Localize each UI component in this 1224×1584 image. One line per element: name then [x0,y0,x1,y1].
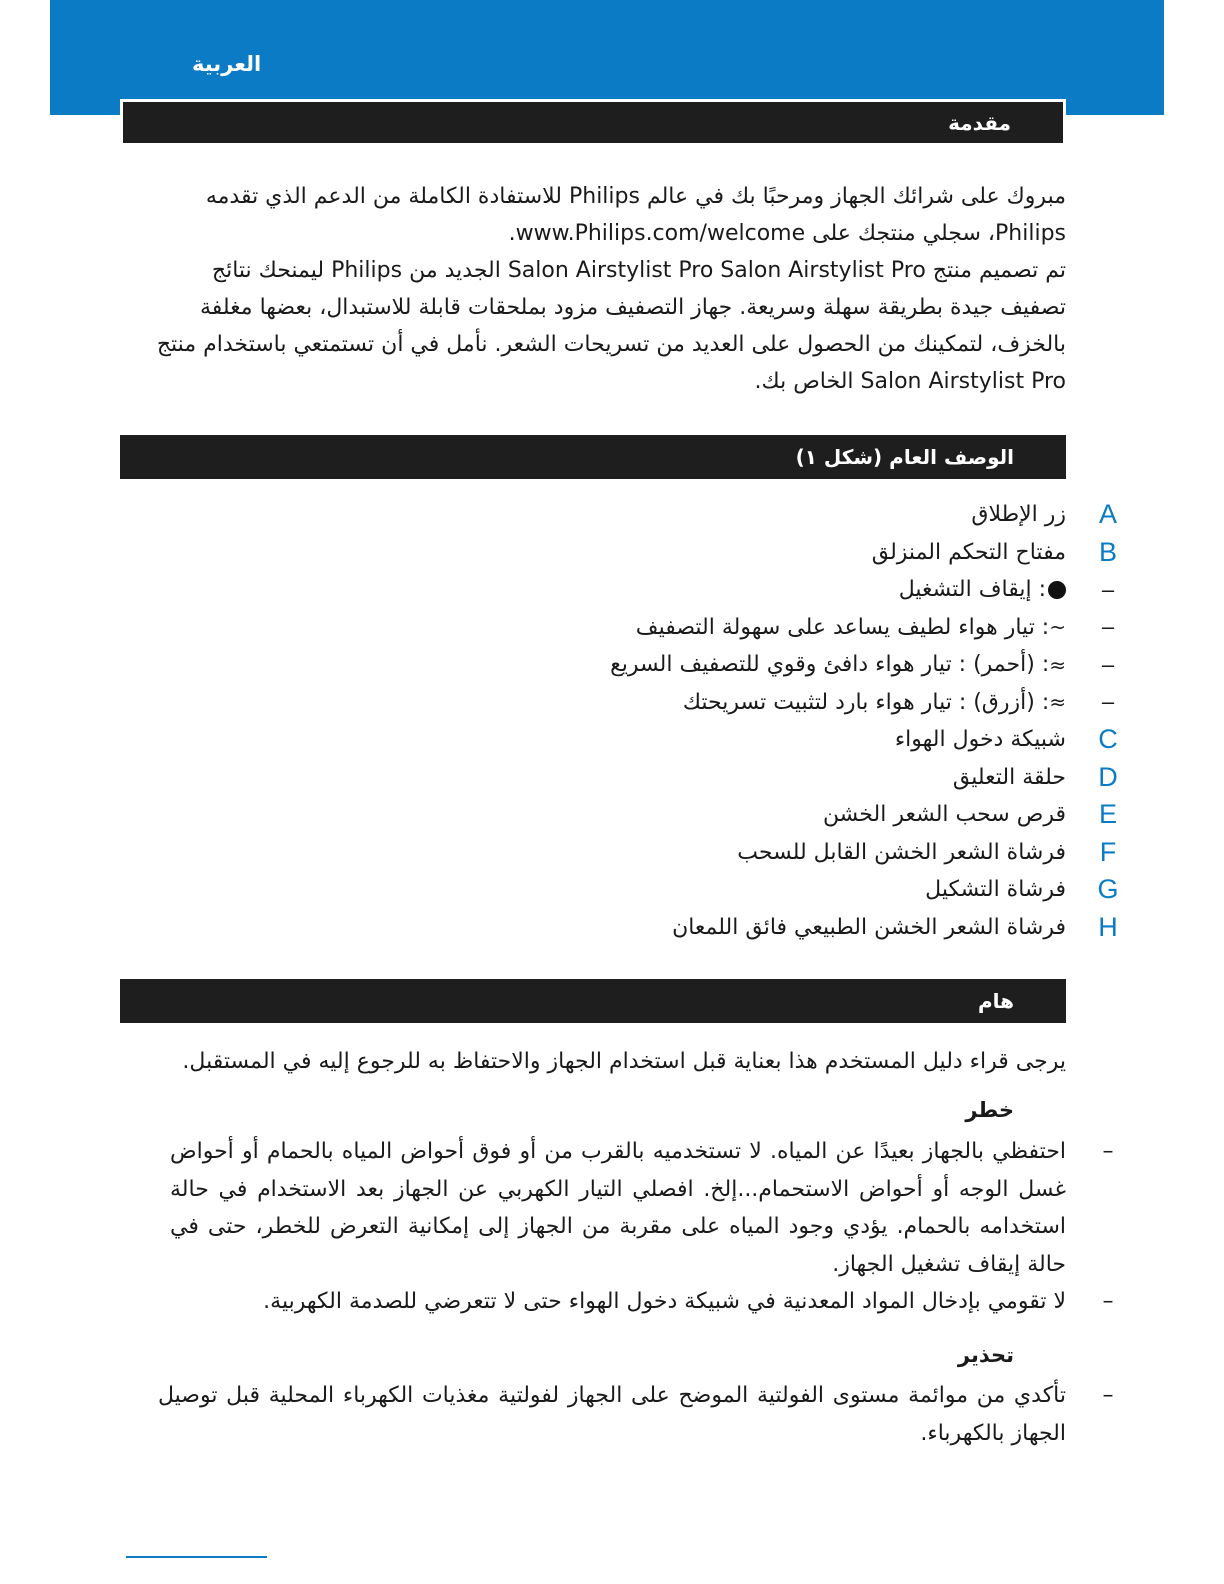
part-item [286,721,1118,759]
part-label: زر الإطلاق [971,502,1066,528]
section-bar-important [120,979,1066,1023]
warm-airflow-icon: ≈ [1049,652,1066,677]
intro-line: بالخزف، لتمكينك من الحصول على العديد من تسريحات الشعر. نأمل في أن تستمتعي باستخدام منتج [156,332,1066,357]
part-label: : (أحمر) : تيار هواء دافئ وقوي للتصفيف السريع [610,652,1050,678]
part-letter: B [1098,536,1117,567]
part-letter: H [1098,911,1118,942]
part-dash: – [1101,614,1115,640]
part-letter: G [1097,874,1119,905]
bullet-dash: – [1102,1383,1114,1408]
intro-line: تم تصميم منتج Salon Airstylist Pro Salon Airstylist Pro الجديد من Philips ليمنحك نتائج [211,258,1066,283]
part-item [286,534,1117,572]
part-label: قرص سحب الشعر الخشن [822,802,1066,828]
part-label: : تيار هواء لطيف يساعد على سهولة التصفيف [635,614,1050,640]
part-item [286,834,1117,872]
part-item [286,496,1117,534]
section-title-important: هام [977,989,1014,1013]
warning-heading: تحذير [957,1343,1014,1367]
part-letter: A [1098,499,1117,530]
part-subitem [286,646,1115,684]
danger-heading: خطر [965,1098,1014,1122]
danger-item-text: لا تقومي بإدخال المواد المعدنية في شبيكة دخول الهواء حتى لا تتعرضي للصدمة الكهربية. [263,1289,1066,1314]
section-title-general-description: الوصف العام (شكل ١) [795,445,1014,469]
section-bar-introduction [120,99,1066,146]
danger-item [158,1283,1114,1321]
part-label: : (أزرق) : تيار هواء بارد لتثبيت تسريحتك [682,689,1050,715]
off-dot-icon [1048,581,1066,599]
part-item [286,796,1117,834]
parts-list [286,496,1119,946]
bullet-dash: – [1102,1139,1114,1164]
part-letter: E [1098,799,1117,830]
part-item [286,759,1118,797]
part-label: : إيقاف التشغيل [898,577,1046,603]
warning-item-text: تأكدي من موائمة مستوى الفولتية الموضح على الجهاز لفولتية مغذيات الكهرباء المحلية قبل توصيل الجهاز بالكهرباء. [158,1383,1066,1446]
language-label: العربية [192,52,262,76]
intro-line: Salon Airstylist Pro الخاص بك. [754,369,1066,394]
part-dash: – [1101,651,1115,677]
part-subitem [286,684,1115,722]
part-label: حلقة التعليق [952,764,1066,790]
danger-item-text: احتفظي بالجهاز بعيدًا عن المياه. لا تستخدميه بالقرب من أو فوق أحواض المياه بالحمام أو أحواض غسل الوجه أو أحواض الاستحمام...إلخ. افصلي التيار الكهربي عن الجهاز بعد الاستخدام في حالة استخدامه بالحمام. يؤدي وجود المياه على مقربة من الجهاز إلى إمكانية التعرض للخطر، حتى في حالة إيقاف تشغيل الجهاز. [170,1139,1066,1277]
part-label: شبيكة دخول الهواء [894,727,1066,753]
danger-item [170,1133,1114,1283]
part-label: فرشاة الشعر الخشن الطبيعي فائق اللمعان [672,914,1066,940]
part-letter: F [1099,836,1117,867]
gentle-airflow-icon: ~ [1049,615,1066,640]
intro-paragraph [120,178,1066,400]
part-dash: – [1101,689,1115,715]
important-notice: يرجى قراء دليل المستخدم هذا بعناية قبل استخدام الجهاز والاحتفاظ به للرجوع إليه في المستقبل. [182,1049,1066,1074]
part-subitem [286,571,1115,609]
section-title-introduction: مقدمة [948,110,1011,135]
warning-item [158,1377,1114,1452]
intro-line: Philips، سجلي منتجك على www.Philips.com/welcome. [508,221,1066,246]
bullet-dash: – [1102,1289,1114,1314]
part-label: فرشاة الشعر الخشن القابل للسحب [737,839,1066,865]
part-label: فرشاة التشكيل [925,877,1066,903]
part-letter: C [1098,724,1118,755]
part-subitem [286,609,1115,647]
footer-rule [126,1556,267,1558]
part-label: مفتاح التحكم المنزلق [871,539,1066,565]
part-item [286,909,1118,947]
intro-line: مبروك على شرائك الجهاز ومرحبًا بك في عالم Philips للاستفادة الكاملة من الدعم الذي تقدمه [205,184,1066,209]
part-item [286,871,1119,909]
cool-airflow-icon: ≈ [1049,690,1066,715]
part-letter: D [1098,761,1118,792]
part-dash: – [1101,576,1115,602]
intro-line: تصفيف جيدة بطريقة سهلة وسريعة. جهاز التصفيف مزود بملحقات قابلة للاستبدال، بعضها مغلفة [199,295,1066,320]
section-bar-general-description [120,435,1066,479]
